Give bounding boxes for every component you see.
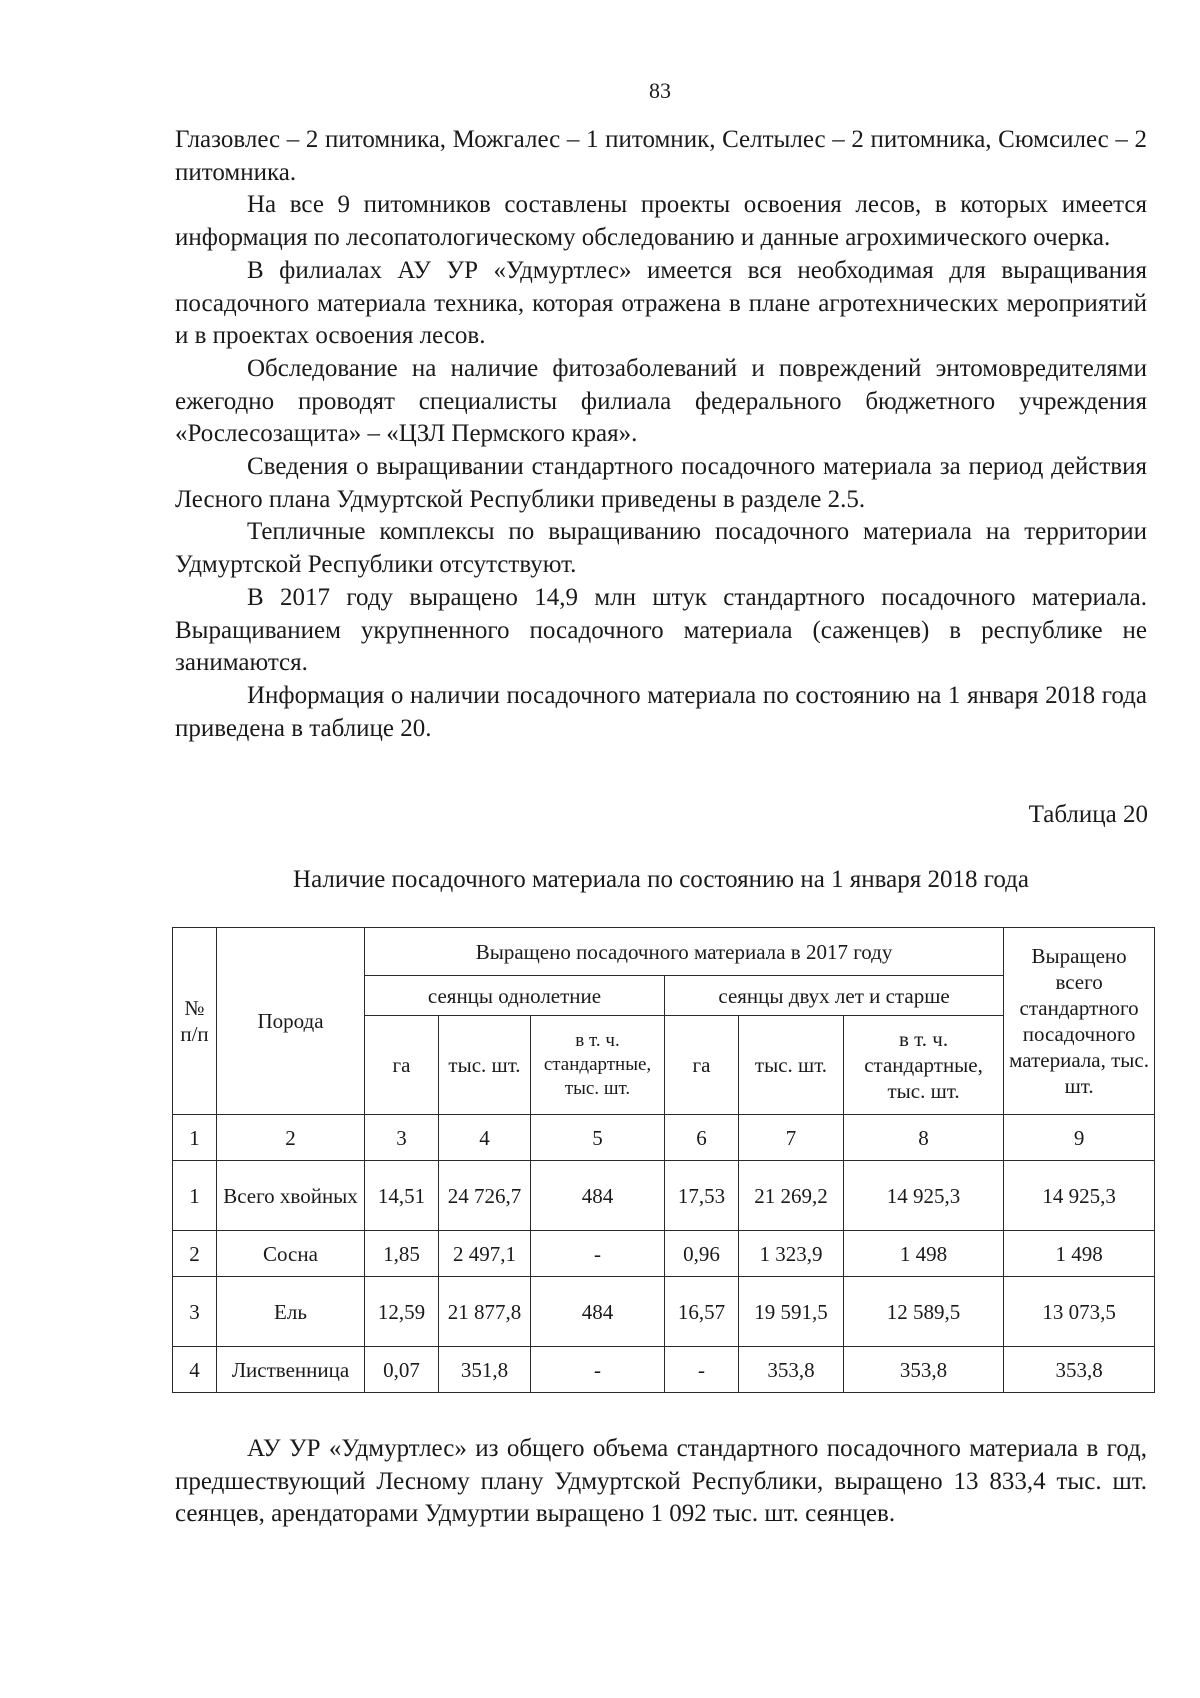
column-number: 2	[217, 1115, 365, 1161]
cell-species: Всего хвойных	[217, 1161, 365, 1231]
paragraph: Информация о наличии посадочного материала по состоянию на 1 января 2018 года приведена в таблице 20.	[175, 681, 1147, 742]
cell-thousand-2: 1 323,9	[739, 1231, 844, 1277]
planting-material-table	[172, 927, 1155, 1393]
cell-ha-1: 1,85	[365, 1231, 439, 1277]
text-block-before	[175, 124, 1147, 745]
header-ha-1: га	[365, 1016, 439, 1115]
cell-ha-2: 16,57	[665, 1277, 739, 1347]
column-number: 5	[531, 1115, 665, 1161]
header-ha-2: га	[665, 1016, 739, 1115]
paragraph: В 2017 году выращено 14,9 млн штук стандартного посадочного материала. Выращиванием укрупненного посадочного материала (саженцев) в республике не занимаются.	[175, 583, 1147, 677]
cell-thousand-1: 351,8	[439, 1347, 531, 1393]
cell-thousand-2: 353,8	[739, 1347, 844, 1393]
cell-standard-2: 12 589,5	[844, 1277, 1004, 1347]
table-row	[173, 1347, 1155, 1393]
cell-standard-2: 14 925,3	[844, 1161, 1004, 1231]
cell-num: 2	[173, 1231, 217, 1277]
table-row	[173, 1231, 1155, 1277]
cell-total: 1 498	[1004, 1231, 1155, 1277]
page-number: 83	[649, 78, 671, 103]
paragraph: Глазовлес – 2 питомника, Можгалес – 1 питомник, Селтылес – 2 питомника, Сюмсилес – 2 питомника.	[175, 126, 1147, 186]
cell-thousand-1: 21 877,8	[439, 1277, 531, 1347]
cell-standard-1: 484	[531, 1161, 665, 1231]
cell-thousand-2: 21 269,2	[739, 1161, 844, 1231]
column-number: 9	[1004, 1115, 1155, 1161]
cell-standard-1: -	[531, 1347, 665, 1393]
cell-species: Сосна	[217, 1231, 365, 1277]
text-block-after	[175, 1433, 1147, 1531]
table-title: Наличие посадочного материала по состоянию на 1 января 2018 года	[293, 866, 1029, 893]
column-number: 3	[365, 1115, 439, 1161]
cell-ha-2: -	[665, 1347, 739, 1393]
header-standard-2: в т. ч. стандартные, тыс. шт.	[844, 1016, 1004, 1115]
column-number: 6	[665, 1115, 739, 1161]
cell-ha-1: 12,59	[365, 1277, 439, 1347]
paragraph: Тепличные комплексы по выращиванию посадочного материала на территории Удмуртской Республики отсутствуют.	[175, 518, 1147, 579]
header-thousand-1: тыс. шт.	[439, 1016, 531, 1115]
cell-ha-1: 14,51	[365, 1161, 439, 1231]
paragraph: На все 9 питомников составлены проекты освоения лесов, в которых имеется информация по лесопатологическому обследованию и данные агрохимического очерка.	[175, 191, 1147, 252]
cell-standard-1: -	[531, 1231, 665, 1277]
paragraph: Сведения о выращивании стандартного посадочного материала за период действия Лесного плана Удмуртской Республики приведены в разделе 2.5.	[175, 453, 1147, 513]
cell-num: 1	[173, 1161, 217, 1231]
cell-thousand-1: 24 726,7	[439, 1161, 531, 1231]
cell-total: 353,8	[1004, 1347, 1155, 1393]
cell-standard-1: 484	[531, 1277, 665, 1347]
header-num: № п/п	[173, 928, 217, 1115]
table-label: Таблица 20	[1028, 801, 1148, 828]
header-standard-1: в т. ч. стандартные, тыс. шт.	[531, 1016, 665, 1115]
cell-species: Лиственница	[217, 1347, 365, 1393]
cell-thousand-1: 2 497,1	[439, 1231, 531, 1277]
column-number: 1	[173, 1115, 217, 1161]
header-one-year: сеянцы однолетние	[365, 976, 665, 1016]
header-two-years: сеянцы двух лет и старше	[665, 976, 1004, 1016]
cell-species: Ель	[217, 1277, 365, 1347]
cell-ha-2: 17,53	[665, 1161, 739, 1231]
cell-num: 3	[173, 1277, 217, 1347]
paragraph: Обследование на наличие фитозаболеваний и повреждений энтомовредителями ежегодно проводят специалисты филиала федерального бюджетного учреждения «Рослесозащита» – «ЦЗЛ Пермского края».	[175, 354, 1147, 448]
cell-standard-2: 353,8	[844, 1347, 1004, 1393]
cell-ha-2: 0,96	[665, 1231, 739, 1277]
cell-num: 4	[173, 1347, 217, 1393]
cell-total: 13 073,5	[1004, 1277, 1155, 1347]
cell-thousand-2: 19 591,5	[739, 1277, 844, 1347]
cell-standard-2: 1 498	[844, 1231, 1004, 1277]
header-grown-2017: Выращено посадочного материала в 2017 году	[365, 928, 1004, 976]
column-number: 7	[739, 1115, 844, 1161]
column-number: 4	[439, 1115, 531, 1161]
paragraph: В филиалах АУ УР «Удмуртлес» имеется вся необходимая для выращивания посадочного материала техника, которая отражена в плане агротехнических мероприятий и в проектах освоения лесов.	[175, 256, 1147, 350]
paragraph: АУ УР «Удмуртлес» из общего объема стандартного посадочного материала в год, предшествующий Лесному плану Удмуртской Республики, выращено 13 833,4 тыс. шт. сеянцев, арендаторами Удмуртии выращено 1 092 тыс. шт. сеянцев.	[175, 1435, 1147, 1528]
header-species: Порода	[217, 928, 365, 1115]
table-row	[173, 1161, 1155, 1231]
cell-total: 14 925,3	[1004, 1161, 1155, 1231]
column-number: 8	[844, 1115, 1004, 1161]
header-total: Выращено всего стандартного посадочного материала, тыс. шт.	[1004, 928, 1155, 1115]
header-thousand-2: тыс. шт.	[739, 1016, 844, 1115]
table-row	[173, 1277, 1155, 1347]
cell-ha-1: 0,07	[365, 1347, 439, 1393]
